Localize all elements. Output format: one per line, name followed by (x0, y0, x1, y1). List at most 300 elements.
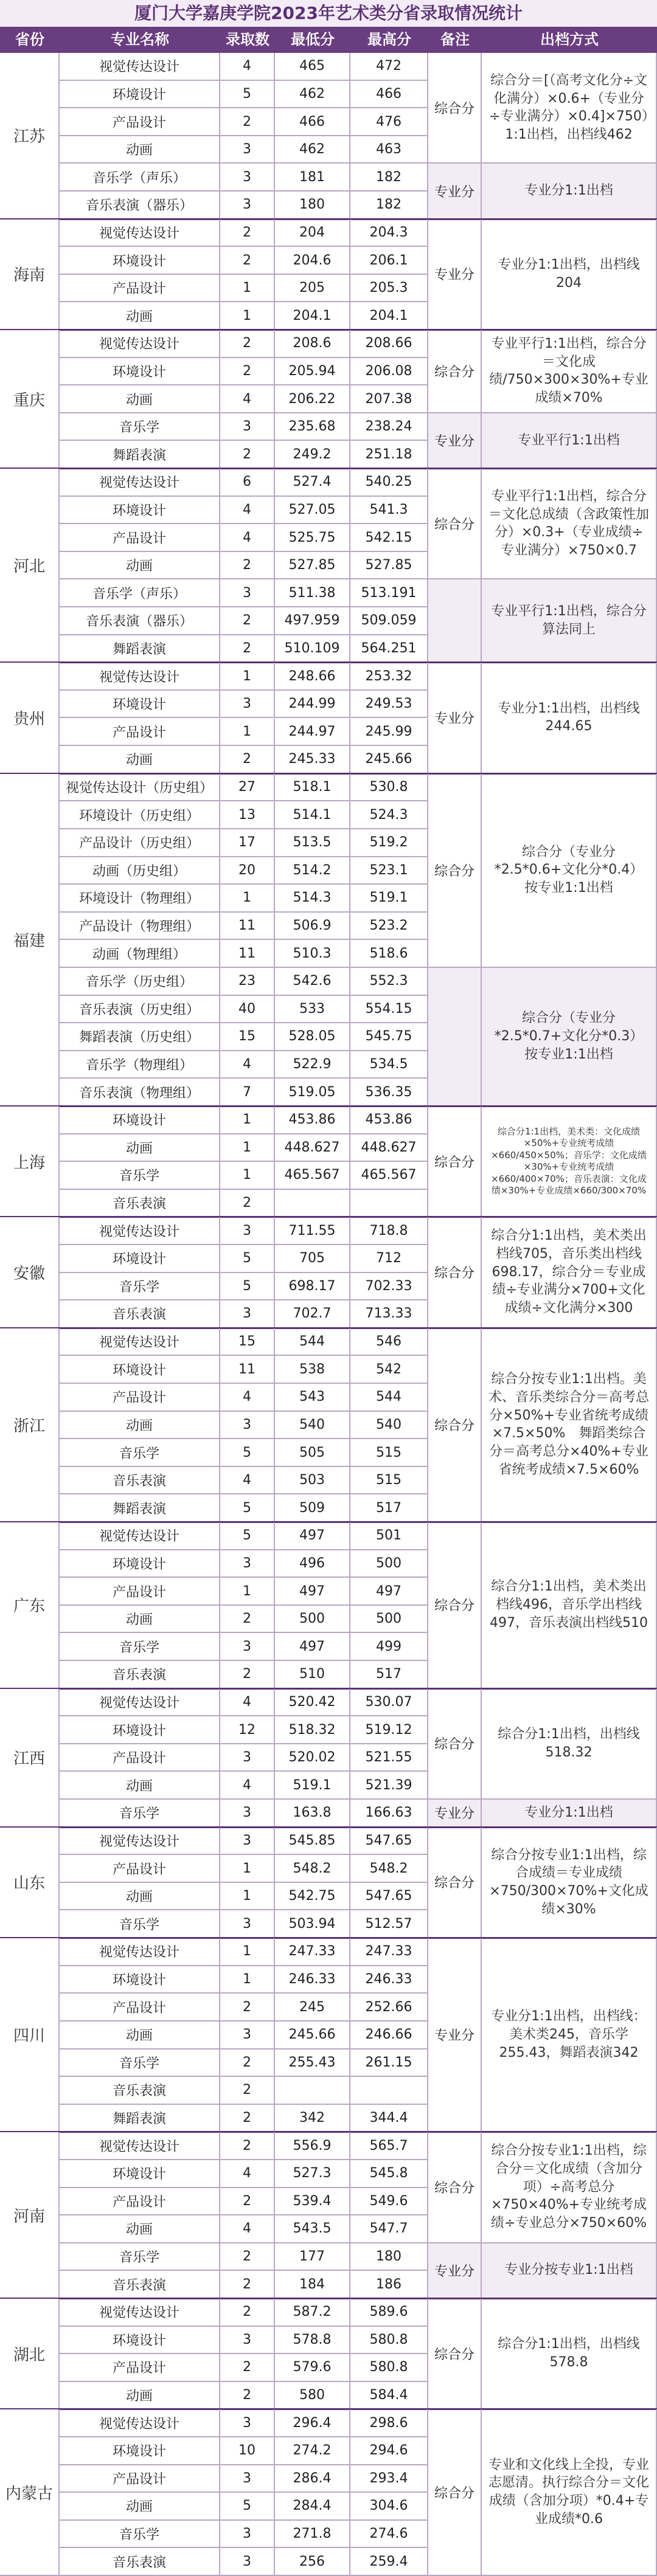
header-min-score: 最低分 (275, 27, 350, 53)
major-name: 音乐表演（器乐） (60, 607, 220, 635)
max-score: 251.18 (350, 441, 428, 469)
max-score: 180 (350, 2243, 428, 2271)
major-name: 音乐表演（器乐） (60, 192, 220, 219)
max-score: 500 (350, 1606, 428, 1634)
admission-count: 1 (220, 1578, 275, 1606)
max-score: 712 (350, 1245, 428, 1273)
major-name: 音乐学 (60, 1633, 220, 1661)
admission-count: 5 (220, 81, 275, 109)
max-score: 545.75 (350, 1023, 428, 1051)
major-name: 产品设计 (60, 1744, 220, 1772)
min-score: 462 (275, 81, 350, 109)
major-name: 音乐学 (60, 2049, 220, 2077)
admission-count: 11 (220, 913, 275, 941)
admission-count: 1 (220, 885, 275, 913)
province-name: 河北 (0, 469, 60, 663)
method-note: 专业分1:1出档 (482, 1800, 657, 1828)
major-name: 动画 (60, 136, 220, 164)
method-note: 专业分1:1出档，出档线244.65 (482, 663, 657, 773)
min-score: 204 (275, 219, 350, 247)
admission-count: 1 (220, 1883, 275, 1911)
method-note: 综合分1:1出档，出档线518.32 (482, 1689, 657, 1800)
min-score: 244.99 (275, 691, 350, 719)
major-name: 视觉传达设计 (60, 2299, 220, 2327)
method-note: 专业平行1:1出档 (482, 413, 657, 469)
min-score: 496 (275, 1550, 350, 1578)
max-score: 547.65 (350, 1883, 428, 1911)
max-score: 580.8 (350, 2354, 428, 2382)
max-score: 246.66 (350, 2022, 428, 2049)
remark-cell: 专业分 (428, 663, 482, 773)
max-score: 499 (350, 1633, 428, 1661)
max-score: 261.15 (350, 2049, 428, 2077)
province-name: 广东 (0, 1522, 60, 1689)
min-score: 247.33 (275, 1938, 350, 1966)
major-name: 音乐学 (60, 1800, 220, 1828)
min-score: 208.6 (275, 330, 350, 358)
admission-count: 2 (220, 1661, 275, 1689)
admission-count: 2 (220, 552, 275, 580)
min-score: 503 (275, 1467, 350, 1495)
max-score: 463 (350, 136, 428, 164)
major-name: 环境设计 (60, 2327, 220, 2355)
max-score: 547.65 (350, 1828, 428, 1856)
min-score: 246.33 (275, 1966, 350, 1994)
min-score: 500 (275, 1606, 350, 1634)
major-name: 产品设计（历史组） (60, 829, 220, 857)
remark-cell (428, 579, 482, 663)
max-score: 182 (350, 164, 428, 192)
admission-count: 3 (220, 2521, 275, 2549)
major-name: 舞蹈表演（历史组） (60, 1023, 220, 1051)
method-note: 专业分1:1出档，出档线204 (482, 219, 657, 330)
admission-count: 3 (220, 691, 275, 719)
min-score: 205 (275, 275, 350, 303)
major-name: 动画 (60, 552, 220, 580)
province-name: 江苏 (0, 53, 60, 219)
major-name: 舞蹈表演 (60, 635, 220, 663)
min-score: 466 (275, 108, 350, 136)
admission-count: 2 (220, 746, 275, 774)
min-score: 514.3 (275, 885, 350, 913)
min-score: 514.2 (275, 857, 350, 885)
min-score: 245 (275, 1994, 350, 2022)
max-score: 204.1 (350, 302, 428, 330)
admission-count: 4 (220, 497, 275, 525)
major-name: 舞蹈表演 (60, 2105, 220, 2133)
province-name: 浙江 (0, 1328, 60, 1522)
max-score (350, 2077, 428, 2105)
page-title: 厦门大学嘉庚学院2023年艺术类分省录取情况统计 (0, 0, 657, 29)
major-name: 动画 (60, 1772, 220, 1800)
max-score: 205.3 (350, 275, 428, 303)
min-score: 514.1 (275, 801, 350, 829)
min-score: 453.86 (275, 1107, 350, 1134)
min-score: 506.9 (275, 913, 350, 941)
max-score: 545.8 (350, 2160, 428, 2188)
min-score: 511.38 (275, 579, 350, 607)
province-name: 四川 (0, 1938, 60, 2132)
min-score: 255.43 (275, 2049, 350, 2077)
admission-count: 11 (220, 1356, 275, 1384)
admission-count: 5 (220, 1494, 275, 1522)
province-name: 上海 (0, 1107, 60, 1217)
admission-count: 2 (220, 2354, 275, 2382)
min-score: 497 (275, 1633, 350, 1661)
max-score: 584.4 (350, 2382, 428, 2410)
min-score: 256 (275, 2548, 350, 2576)
min-score: 245.66 (275, 2022, 350, 2049)
admission-count: 4 (220, 2215, 275, 2243)
major-name: 音乐学 (60, 2243, 220, 2271)
max-score: 252.66 (350, 1994, 428, 2022)
admission-count: 3 (220, 2327, 275, 2355)
max-score: 304.6 (350, 2493, 428, 2521)
max-score: 518.6 (350, 940, 428, 968)
major-name: 产品设计 (60, 1384, 220, 1412)
min-score: 518.1 (275, 774, 350, 802)
min-score: 235.68 (275, 413, 350, 441)
admission-count: 2 (220, 1190, 275, 1218)
major-name: 环境设计 (60, 2437, 220, 2465)
remark-cell: 专业分 (428, 413, 482, 469)
header-count: 录取数 (220, 27, 275, 53)
admission-count: 1 (220, 1938, 275, 1966)
admission-count: 3 (220, 164, 275, 192)
max-score: 206.1 (350, 247, 428, 275)
method-note: 综合分1:1出档，美术类：文化成绩×50%+专业统考成绩×660/450×50%；音乐学：文化成绩×30%+专业统考成绩×660/400×70%；音乐表演：文化成绩×30%+专业成绩×660/300×70% (482, 1107, 657, 1217)
admission-count: 12 (220, 1716, 275, 1744)
admission-count: 1 (220, 1134, 275, 1162)
admission-count: 4 (220, 1467, 275, 1495)
province-name: 河南 (0, 2132, 60, 2299)
admission-count: 3 (220, 2465, 275, 2493)
min-score: 540 (275, 1412, 350, 1440)
min-score: 527.3 (275, 2160, 350, 2188)
major-name: 视觉传达设计 (60, 330, 220, 358)
major-name: 动画 (60, 1134, 220, 1162)
major-name: 视觉传达设计 (60, 53, 220, 81)
admission-count: 6 (220, 469, 275, 497)
min-score: 497 (275, 1578, 350, 1606)
max-score: 534.5 (350, 1051, 428, 1079)
min-score: 528.05 (275, 1023, 350, 1051)
major-name: 视觉传达设计 (60, 1217, 220, 1245)
min-score: 204.1 (275, 302, 350, 330)
admission-count: 2 (220, 2188, 275, 2216)
province-name: 重庆 (0, 330, 60, 469)
min-score: 180 (275, 192, 350, 219)
admission-count: 2 (220, 330, 275, 358)
major-name: 动画 (60, 2382, 220, 2410)
min-score: 542.75 (275, 1883, 350, 1911)
major-name: 环境设计 (60, 1245, 220, 1273)
min-score: 184 (275, 2271, 350, 2299)
min-score: 548.2 (275, 1855, 350, 1883)
max-score: 204.3 (350, 219, 428, 247)
major-name: 音乐学 (60, 2521, 220, 2549)
admission-count: 3 (220, 1300, 275, 1328)
min-score: 177 (275, 2243, 350, 2271)
min-score: 465.567 (275, 1162, 350, 1190)
max-score: 519.1 (350, 885, 428, 913)
admission-count: 4 (220, 1384, 275, 1412)
major-name: 产品设计 (60, 2465, 220, 2493)
admission-count: 1 (220, 719, 275, 747)
min-score: 698.17 (275, 1273, 350, 1301)
remark-cell: 综合分 (428, 330, 482, 413)
min-score: 587.2 (275, 2299, 350, 2327)
major-name: 产品设计 (60, 1855, 220, 1883)
method-note: 综合分（专业分*2.5*0.7+文化分*0.3）按专业1:1出档 (482, 968, 657, 1107)
remark-cell: 综合分 (428, 1107, 482, 1217)
min-score: 527.4 (275, 469, 350, 497)
max-score: 465.567 (350, 1162, 428, 1190)
major-name: 音乐学（物理组） (60, 1051, 220, 1079)
province-name: 江西 (0, 1689, 60, 1828)
max-score: 523.1 (350, 857, 428, 885)
admission-count: 3 (220, 2548, 275, 2576)
admission-count: 2 (220, 607, 275, 635)
major-name: 产品设计 (60, 2354, 220, 2382)
min-score: 510.3 (275, 940, 350, 968)
min-score: 497 (275, 1522, 350, 1550)
province-name: 安徽 (0, 1217, 60, 1328)
admission-count: 1 (220, 1162, 275, 1190)
major-name: 动画 (60, 746, 220, 774)
min-score: 705 (275, 1245, 350, 1273)
max-score: 548.2 (350, 1855, 428, 1883)
min-score: 519.1 (275, 1772, 350, 1800)
major-name: 动画 (60, 1412, 220, 1440)
admission-count: 4 (220, 2160, 275, 2188)
major-name: 视觉传达设计 (60, 663, 220, 691)
remark-cell: 专业分 (428, 219, 482, 330)
remark-cell: 专业分 (428, 1800, 482, 1828)
min-score: 497.959 (275, 607, 350, 635)
min-score: 711.55 (275, 1217, 350, 1245)
admission-count: 2 (220, 2271, 275, 2299)
min-score: 296.4 (275, 2409, 350, 2437)
max-score: 541.3 (350, 497, 428, 525)
admission-count: 4 (220, 1051, 275, 1079)
major-name: 环境设计 (60, 1550, 220, 1578)
admission-count: 7 (220, 1079, 275, 1107)
max-score: 344.4 (350, 2105, 428, 2133)
max-score: 718.8 (350, 1217, 428, 1245)
max-score: 547.7 (350, 2215, 428, 2243)
header-remark: 备注 (428, 27, 482, 53)
max-score: 298.6 (350, 2409, 428, 2437)
min-score: 510.109 (275, 635, 350, 663)
province-name: 贵州 (0, 663, 60, 773)
max-score: 253.32 (350, 663, 428, 691)
max-score: 564.251 (350, 635, 428, 663)
admission-count: 2 (220, 2077, 275, 2105)
major-name: 产品设计 (60, 108, 220, 136)
province-name: 内蒙古 (0, 2409, 60, 2576)
major-name: 动画 (60, 302, 220, 330)
major-name: 动画 (60, 2022, 220, 2049)
admission-count: 40 (220, 996, 275, 1024)
major-name: 动画 (60, 2215, 220, 2243)
major-name: 环境设计 (60, 2160, 220, 2188)
max-score: 476 (350, 108, 428, 136)
max-score: 513.191 (350, 579, 428, 607)
major-name: 环境设计 (60, 497, 220, 525)
method-note: 专业平行1:1出档，综合分＝文化总成绩（含政策性加分）×0.3+（专业成绩÷专业满分）×750×0.7 (482, 469, 657, 579)
admission-count: 3 (220, 413, 275, 441)
max-score: 238.24 (350, 413, 428, 441)
max-score: 519.12 (350, 1716, 428, 1744)
min-score: 702.7 (275, 1300, 350, 1328)
admission-count: 2 (220, 635, 275, 663)
min-score: 527.85 (275, 552, 350, 580)
min-score (275, 2077, 350, 2105)
min-score: 205.94 (275, 358, 350, 386)
major-name: 音乐表演 (60, 1190, 220, 1218)
admission-count: 17 (220, 829, 275, 857)
major-name: 音乐学 (60, 1162, 220, 1190)
remark-cell: 综合分 (428, 2409, 482, 2576)
major-name: 音乐表演（历史组） (60, 996, 220, 1024)
min-score: 244.97 (275, 719, 350, 747)
max-score: 580.8 (350, 2327, 428, 2355)
major-name: 产品设计 (60, 2188, 220, 2216)
min-score: 274.2 (275, 2437, 350, 2465)
min-score: 284.4 (275, 2493, 350, 2521)
admission-count: 3 (220, 579, 275, 607)
admission-count: 2 (220, 108, 275, 136)
max-score: 182 (350, 192, 428, 219)
max-score: 515 (350, 1439, 428, 1467)
remark-cell: 综合分 (428, 2132, 482, 2243)
admission-count: 2 (220, 2132, 275, 2160)
major-name: 产品设计 (60, 719, 220, 747)
min-score: 522.9 (275, 1051, 350, 1079)
max-score: 549.6 (350, 2188, 428, 2216)
major-name: 环境设计 (60, 1716, 220, 1744)
max-score: 540.25 (350, 469, 428, 497)
admission-count: 4 (220, 1689, 275, 1717)
admission-count: 23 (220, 968, 275, 996)
min-score: 465 (275, 53, 350, 81)
admission-count: 2 (220, 247, 275, 275)
max-score: 246.33 (350, 1966, 428, 1994)
min-score: 539.4 (275, 2188, 350, 2216)
admission-count: 3 (220, 2409, 275, 2437)
min-score: 579.6 (275, 2354, 350, 2382)
admission-count: 5 (220, 1245, 275, 1273)
max-score: 207.38 (350, 385, 428, 413)
max-score: 565.7 (350, 2132, 428, 2160)
major-name: 动画（历史组） (60, 857, 220, 885)
max-score: 245.66 (350, 746, 428, 774)
admission-count: 3 (220, 1633, 275, 1661)
min-score: 462 (275, 136, 350, 164)
min-score: 527.05 (275, 497, 350, 525)
max-score: 293.4 (350, 2465, 428, 2493)
min-score: 542.6 (275, 968, 350, 996)
major-name: 视觉传达设计 (60, 1828, 220, 1856)
admission-count: 3 (220, 1412, 275, 1440)
admission-count: 3 (220, 1744, 275, 1772)
admission-count: 3 (220, 1800, 275, 1828)
major-name: 舞蹈表演 (60, 441, 220, 469)
max-score: 453.86 (350, 1107, 428, 1134)
admission-count: 15 (220, 1328, 275, 1356)
province-name: 山东 (0, 1828, 60, 1938)
max-score: 542 (350, 1356, 428, 1384)
remark-cell: 专业分 (428, 1938, 482, 2132)
remark-cell: 综合分 (428, 469, 482, 579)
admission-count: 1 (220, 275, 275, 303)
method-note: 专业平行1:1出档，综合分算法同上 (482, 579, 657, 663)
major-name: 视觉传达设计 (60, 469, 220, 497)
method-note: 专业分1:1出档 (482, 164, 657, 219)
method-note: 综合分1:1出档，美术类出档线496，音乐学出档线497，音乐表演出档线510 (482, 1522, 657, 1689)
min-score: 544 (275, 1328, 350, 1356)
header-major: 专业名称 (60, 27, 220, 53)
admission-count: 2 (220, 1994, 275, 2022)
method-note: 专业和文化线上全投，专业志愿清。执行综合分＝文化成绩（含加分项）*0.4+专业成绩*0.6 (482, 2409, 657, 2576)
max-score: 500 (350, 1550, 428, 1578)
major-name: 动画 (60, 2493, 220, 2521)
admission-count: 1 (220, 663, 275, 691)
max-score: 249.53 (350, 691, 428, 719)
major-name: 产品设计 (60, 275, 220, 303)
province-name: 福建 (0, 774, 60, 1107)
major-name: 产品设计 (60, 524, 220, 552)
major-name: 音乐表演（物理组） (60, 1079, 220, 1107)
min-score: 448.627 (275, 1134, 350, 1162)
admission-count: 3 (220, 1550, 275, 1578)
min-score: 543.5 (275, 2215, 350, 2243)
max-score: 521.55 (350, 1744, 428, 1772)
major-name: 环境设计 (60, 691, 220, 719)
max-score: 259.4 (350, 2548, 428, 2576)
major-name: 环境设计 (60, 81, 220, 109)
admission-count: 2 (220, 1606, 275, 1634)
major-name: 音乐学（声乐） (60, 164, 220, 192)
max-score: 544 (350, 1384, 428, 1412)
min-score: 271.8 (275, 2521, 350, 2549)
admission-count: 1 (220, 302, 275, 330)
method-note: 综合分（专业分*2.5*0.6+文化分*0.4）按专业1:1出档 (482, 774, 657, 968)
min-score: 533 (275, 996, 350, 1024)
max-score: 515 (350, 1467, 428, 1495)
major-name: 视觉传达设计 (60, 2132, 220, 2160)
method-note: 综合分＝[（高考文化分÷文化满分）×0.6+（专业分÷专业满分）×0.4]×750）1:1出档，出档线462 (482, 53, 657, 164)
max-score: 166.63 (350, 1800, 428, 1828)
min-score: 342 (275, 2105, 350, 2133)
max-score: 546 (350, 1328, 428, 1356)
min-score: 509 (275, 1494, 350, 1522)
max-score: 530.8 (350, 774, 428, 802)
admission-count: 3 (220, 136, 275, 164)
min-score: 204.6 (275, 247, 350, 275)
max-score: 552.3 (350, 968, 428, 996)
major-name: 视觉传达设计 (60, 1328, 220, 1356)
min-score: 520.02 (275, 1744, 350, 1772)
max-score: 519.2 (350, 829, 428, 857)
remark-cell (428, 968, 482, 1107)
admission-count: 1 (220, 1107, 275, 1134)
admission-count: 3 (220, 1828, 275, 1856)
major-name: 音乐学 (60, 413, 220, 441)
admission-count: 2 (220, 219, 275, 247)
major-name: 视觉传达设计 (60, 1938, 220, 1966)
